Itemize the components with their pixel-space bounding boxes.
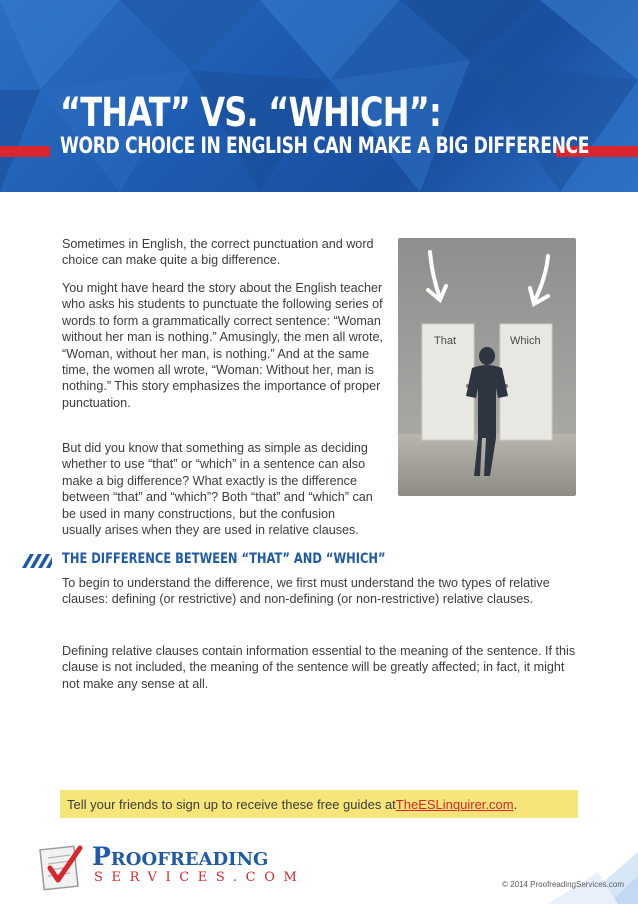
page-subtitle: WORD CHOICE IN ENGLISH CAN MAKE A BIG DIFFERENCE [60, 134, 590, 159]
promo-banner [60, 790, 578, 818]
section-heading: THE DIFFERENCE BETWEEN “THAT” AND “WHICH” [62, 551, 386, 567]
promo-end: . [513, 796, 518, 812]
door-right-label: Which [510, 335, 541, 347]
section-paragraph-1: To begin to understand the difference, we first must understand the two types of relative clauses: defining (or restrictive) and non-defining (or non-restrictive) relative clauses. [62, 576, 550, 607]
intro-paragraph-3: But did you know that something as simple as deciding whether to use “that” or “which” in a sentence can also make a big difference? What exactly is the difference between “that” and “which”? Both “that” and “which” can be used in many constructions, but the confusion usually arises when they are used in relative clauses. [62, 441, 373, 538]
red-accent-bar-left [0, 146, 50, 157]
footer-decoration [528, 832, 638, 904]
page-header [0, 0, 638, 192]
promo-text: Tell your friends to sign up to receive these free guides at [67, 796, 396, 812]
page-title: “THAT” VS. “WHICH”: [60, 90, 441, 136]
section-paragraph-2: Defining relative clauses contain information essential to the meaning of the sentence. If this clause is not included, the meaning of the sentence will be greatly affected; in fact, it might not make any sense at all. [62, 644, 576, 691]
intro-paragraph-2: You might have heard the story about the English teacher who asks his students to punctuate the following series of words to form a grammatically correct sentence: “Woman without her man is nothing.” Amusingly, the men all wrote, “Woman, without her man, is nothing.” And at the same time, the women all wrote, “Woman: Without her, man is nothing.” This story emphasizes the importance of proper punctuation. [62, 281, 384, 410]
copyright-notice: © 2014 ProofreadingServices.com [502, 880, 624, 889]
door-left-label: That [434, 335, 457, 347]
title-block [60, 92, 536, 134]
section-stripes-icon [0, 554, 52, 568]
company-logo[interactable] [36, 842, 306, 892]
doors-photo [398, 238, 576, 496]
logo-wordmark: Proofreading [92, 842, 269, 871]
checkmark-document-icon [36, 842, 88, 892]
logo-subtext: SERVICES.COM [94, 870, 306, 885]
intro-paragraph-1: Sometimes in English, the correct punctuation and word choice can make quite a big difference. [62, 237, 374, 268]
promo-link[interactable]: TheESLinquirer.com [395, 796, 514, 812]
